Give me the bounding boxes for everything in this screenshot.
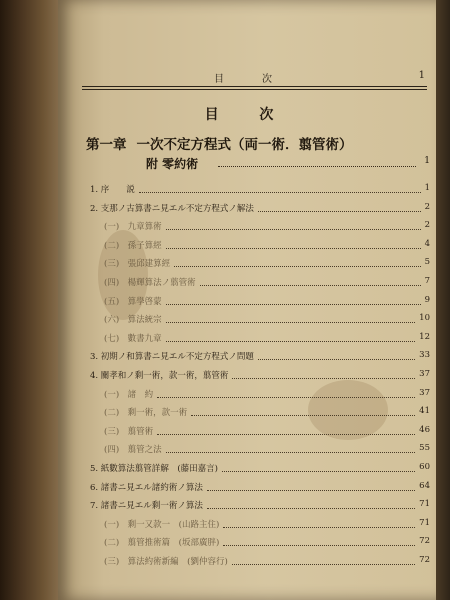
dot-leader xyxy=(223,527,415,528)
toc-entry-label: 5. 紙數算法翦管詳解 (藤田嘉言) xyxy=(90,464,218,474)
dot-leader xyxy=(200,285,421,286)
toc-entry xyxy=(104,239,430,254)
toc-entry-label: (二) 剩一術，款一術 xyxy=(104,408,188,419)
dot-leader xyxy=(222,471,415,472)
toc-entry-label: (三) 張邱建算經 xyxy=(104,259,171,270)
toc-entry-label: 3. 初期ノ和算書ニ見エル不定方程式ノ問題 xyxy=(90,352,254,363)
toc-entry-label: (四) 楊輝算法ノ翦管術 xyxy=(104,278,196,288)
dot-leader xyxy=(157,397,415,398)
dot-leader xyxy=(166,229,421,230)
toc-entry-page: 33 xyxy=(419,350,430,361)
toc-entry xyxy=(90,462,430,477)
toc-entry xyxy=(104,295,430,310)
dot-leader xyxy=(174,266,420,267)
dot-leader xyxy=(166,304,421,305)
toc-entry xyxy=(104,388,430,403)
toc-entry-page: 72 xyxy=(419,536,430,547)
toc-entry-label: (三) 翦管術 xyxy=(104,426,154,437)
toc-entry xyxy=(104,276,430,291)
header-title-left: 目 xyxy=(214,74,226,85)
toc-entry-label: 6. 諸書ニ見エル諸約術ノ算法 xyxy=(90,482,203,493)
toc-entry xyxy=(104,536,430,551)
toc-entry-label: (五) 算學啓蒙 xyxy=(104,296,162,307)
dot-leader xyxy=(258,211,421,212)
dot-leader xyxy=(232,378,415,379)
toc-entry-page: 2 xyxy=(424,201,430,212)
chapter-title: 一次不定方程式（両一術．翦管術） xyxy=(136,137,353,153)
appendix-page: 1 xyxy=(424,156,430,166)
appendix-label: 附 零約術 xyxy=(146,157,199,171)
toc-entry-page: 72 xyxy=(419,555,430,565)
toc-entry-label: 2. 支那ノ古算書ニ見エル不定方程式ノ解法 xyxy=(90,203,254,214)
toc-entry xyxy=(104,518,430,533)
toc-entry-label: (二) 孫子算經 xyxy=(104,240,162,251)
toc-entry-label: (一) 九章算術 xyxy=(104,222,162,233)
toc-entry xyxy=(90,202,430,217)
dot-leader xyxy=(166,322,416,323)
toc-entry-label: (一) 諸 約 xyxy=(104,389,154,400)
toc-entry-page: 10 xyxy=(419,313,430,324)
toc-entry xyxy=(90,499,430,514)
toc-entry-page: 7 xyxy=(424,276,430,286)
toc-entry xyxy=(90,481,430,496)
toc-entry-page: 4 xyxy=(424,238,430,249)
toc-entry xyxy=(90,369,430,384)
toc-entry xyxy=(104,257,430,272)
toc-entry-page: 55 xyxy=(419,443,430,454)
toc-entry-label: 7. 諸書ニ見エル剩一術ノ算法 xyxy=(90,501,203,512)
book-spine-shadow xyxy=(0,0,62,600)
header-page-number: 1 xyxy=(418,70,425,81)
toc-title: 目 次 xyxy=(204,107,292,123)
dot-leader xyxy=(157,434,415,435)
dot-leader xyxy=(218,166,416,167)
dot-leader xyxy=(258,359,415,360)
header-title-right: 次 xyxy=(262,74,272,85)
toc-entry xyxy=(104,406,430,421)
toc-entry-label: (二) 翦管推術篇 (坂部廣胖) xyxy=(104,538,220,549)
header-rule xyxy=(82,86,427,87)
running-header xyxy=(82,70,427,84)
toc-entry xyxy=(104,313,430,328)
toc-entry-page: 37 xyxy=(419,369,430,379)
toc-entry-page: 12 xyxy=(419,331,430,342)
dot-leader xyxy=(207,508,415,509)
page-edge-shadow xyxy=(436,0,450,600)
toc-entry xyxy=(104,555,430,570)
dot-leader xyxy=(207,490,415,491)
toc-entry xyxy=(90,350,430,365)
toc-entry-label: 4. 關孝和ノ剩一術，款一術，翦管術 xyxy=(90,371,229,381)
toc-entry-page: 71 xyxy=(419,517,430,528)
toc-entry xyxy=(104,332,430,347)
dot-leader xyxy=(232,564,415,565)
toc-entry-page: 60 xyxy=(419,462,430,472)
toc-entry-page: 1 xyxy=(424,183,430,193)
toc-entry-page: 5 xyxy=(424,257,430,268)
toc-entry xyxy=(90,183,430,198)
toc-entry-page: 46 xyxy=(419,424,430,435)
toc-entry-page: 41 xyxy=(419,406,430,417)
toc-entry-label: (七) 數書九章 xyxy=(104,333,162,344)
header-rule-thin xyxy=(82,89,427,90)
toc-entry-page: 9 xyxy=(424,294,430,305)
book-page xyxy=(58,0,438,600)
toc-entry-page: 64 xyxy=(419,480,430,491)
dot-leader xyxy=(166,248,421,249)
chapter-heading xyxy=(86,133,363,153)
dot-leader xyxy=(139,192,421,193)
toc-entry-label: (一) 剩一又款一 (山路主住) xyxy=(104,519,220,530)
chapter-label: 第一章 xyxy=(86,137,127,153)
toc-entry-page: 71 xyxy=(419,499,430,510)
chapter-appendix xyxy=(146,155,430,171)
dot-leader xyxy=(191,415,415,416)
toc-entry xyxy=(104,443,430,458)
toc-entry xyxy=(104,425,430,440)
toc-entry xyxy=(104,220,430,235)
toc-entry-page: 2 xyxy=(424,220,430,231)
dot-leader xyxy=(223,545,415,546)
toc-entry-page: 37 xyxy=(419,387,430,398)
toc-entry-label: (六) 算法統宗 xyxy=(104,315,162,326)
dot-leader xyxy=(166,452,416,453)
toc-entry-label: 1. 序 説 xyxy=(90,185,135,195)
dot-leader xyxy=(166,341,416,342)
toc-entry-label: (四) 翦管之法 xyxy=(104,445,162,456)
toc-entry-label: (三) 算法約術新編 (劉仲容行) xyxy=(104,557,228,567)
